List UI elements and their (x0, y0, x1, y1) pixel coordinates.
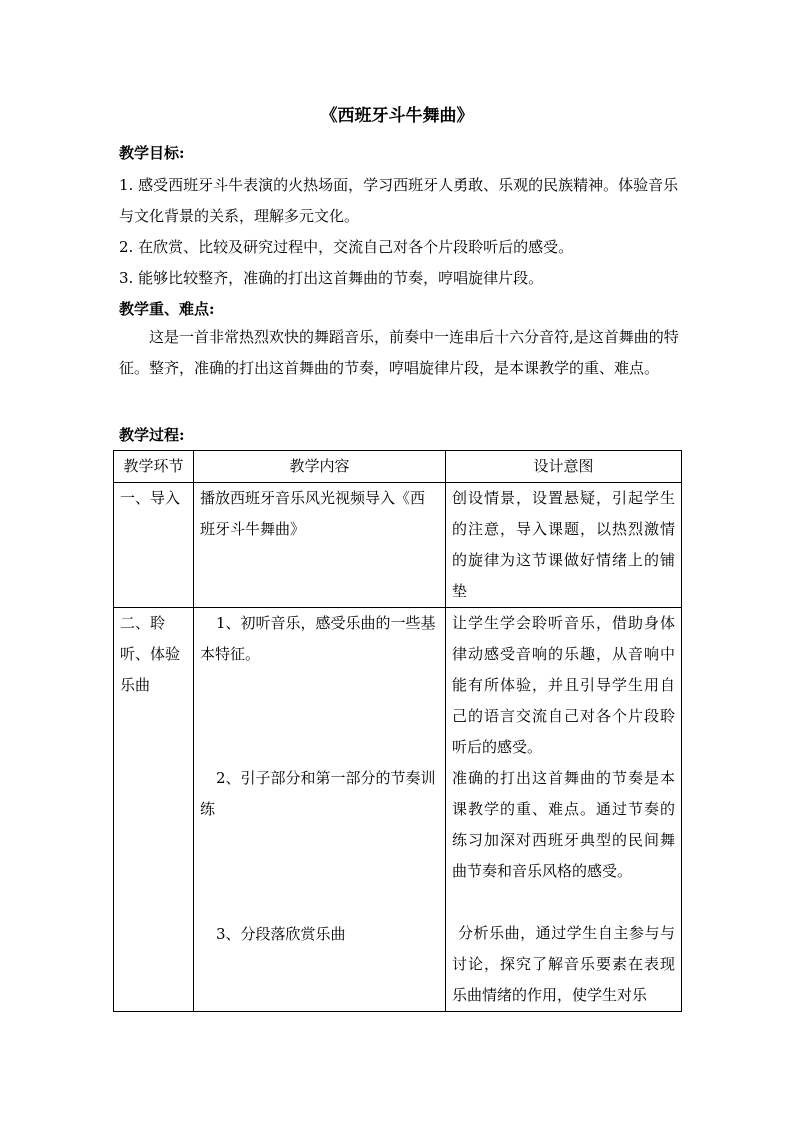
column-header-rationale: 设计意图 (446, 451, 682, 483)
column-header-stage: 教学环节 (114, 451, 194, 483)
rationale-cell (446, 608, 682, 1012)
process-table (113, 450, 682, 1012)
table-row (114, 608, 682, 1012)
rationale-item: 分析乐曲，通过学生自主参与与讨论，探究了解音乐要素在表现乐曲情绪的作用，使学生对乐 (452, 924, 675, 1004)
key-points-heading: 教学重、难点: (119, 300, 215, 318)
goals-list (119, 170, 679, 294)
table-row (114, 483, 682, 608)
spacer (452, 887, 675, 918)
rationale-cell: 创设情景，设置悬疑，引起学生的注意，导入课题，以热烈激情的旋律为这节课做好情绪上的铺垫 (446, 483, 682, 608)
table-header-row (114, 451, 682, 483)
key-points-text: 这是一首非常热烈欢快的舞蹈音乐，前奏中一连串后十六分音符,是这首舞曲的特征。整齐，准确的打出这首舞曲的节奏，哼唱旋律片段，是本课教学的重、难点。 (119, 328, 679, 377)
content-cell (194, 608, 446, 1012)
content-item: 3、分段落欣赏乐曲 (216, 925, 346, 943)
stage-cell: 二、聆听、体验乐曲 (114, 608, 194, 1012)
content-cell: 播放西班牙音乐风光视频导入《西班牙斗牛舞曲》 (194, 483, 446, 608)
goals-heading: 教学目标: (119, 144, 185, 162)
content-item: 1、初听音乐，感受乐曲的一些基本特征。 (200, 614, 436, 663)
goal-item: 3. 能够比较整齐，准确的打出这首舞曲的节奏，哼唱旋律片段。 (119, 269, 544, 287)
column-header-content: 教学内容 (194, 451, 446, 483)
content-item: 2、引子部分和第一部分的节奏训练 (200, 769, 436, 818)
document-title: 《西班牙斗牛舞曲》 (320, 106, 474, 126)
rationale-item: 让学生学会聆听音乐，借助身体律动感受音响的乐趣，从音响中能有所体验，并且引导学生用自己的语言交流自己对各个片段聆听后的感受。 (452, 614, 675, 756)
process-heading: 教学过程: (119, 426, 185, 444)
goal-item: 1. 感受西班牙斗牛表演的火热场面，学习西班牙人勇敢、乐观的民族精神。体验音乐与文化背景的关系，理解多元文化。 (119, 176, 679, 225)
goal-item: 2. 在欣赏、比较及研究过程中，交流自己对各个片段聆听后的感受。 (119, 238, 574, 256)
rationale-item: 准确的打出这首舞曲的节奏是本课教学的重、难点。通过节奏的练习加深对西班牙典型的民间舞曲节奏和音乐风格的感受。 (452, 769, 675, 880)
key-points-text-block (119, 322, 679, 384)
stage-cell: 一、导入 (114, 483, 194, 608)
